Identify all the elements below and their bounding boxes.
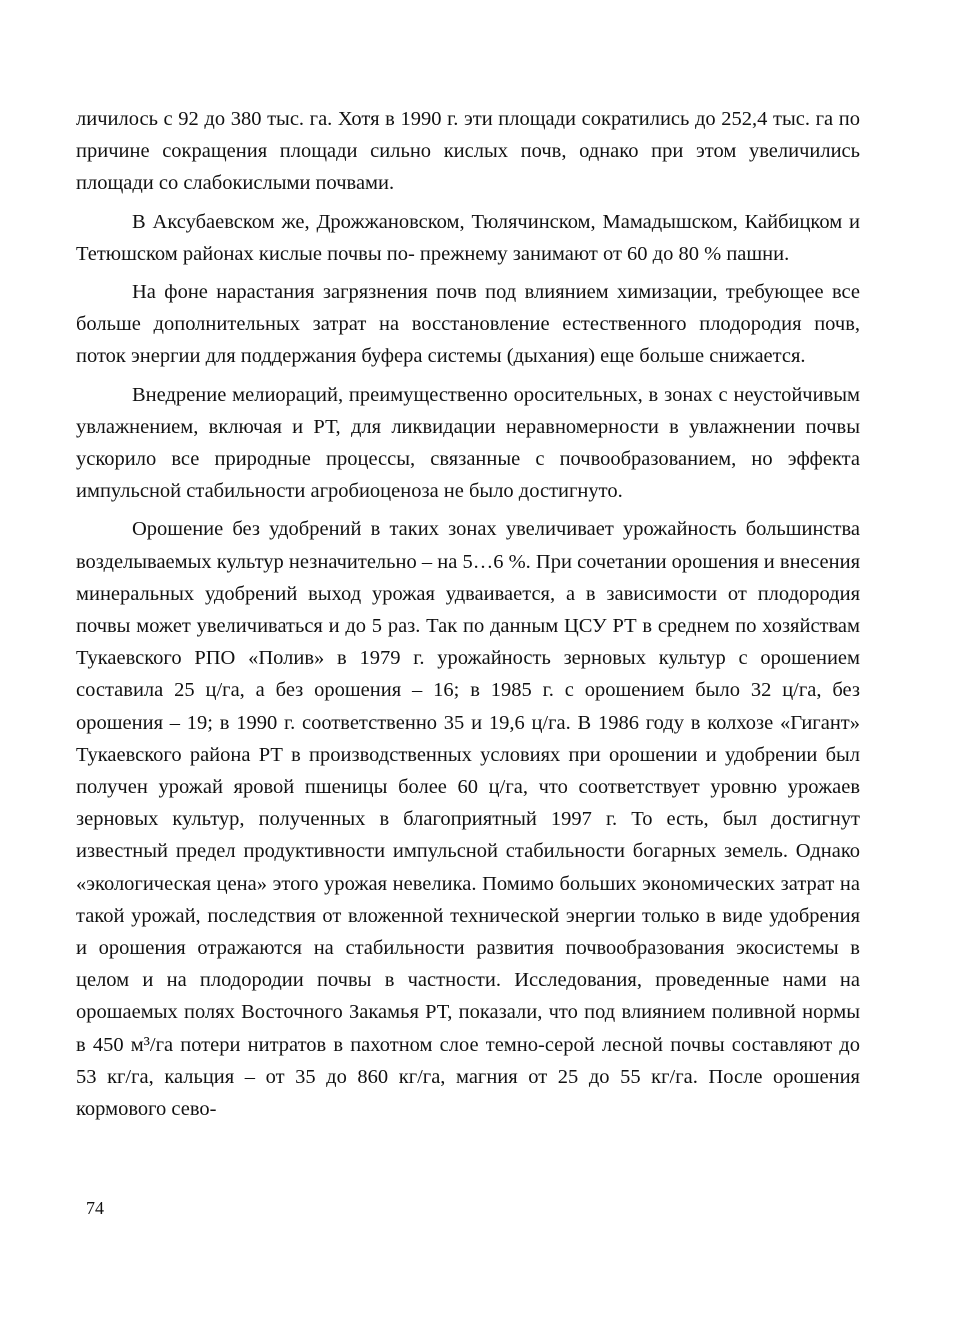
- paragraph-2: В Аксубаевском же, Дрожжановском, Тюлячинском, Мамадышском, Кайбицком и Тетюшском районах кислые почвы по- прежнему занимают от 60 до 80 % пашни.: [76, 210, 860, 265]
- paragraph-1: личилось с 92 до 380 тыс. га. Хотя в 1990 г. эти площади сократились до 252,4 тыс. га по причине сокращения площади сильно кислых почв, однако при этом увеличились площади со слабокислыми почвами.: [76, 108, 860, 195]
- page-number: 74: [86, 1198, 104, 1218]
- body-text: [76, 103, 860, 1131]
- paragraph-3: На фоне нарастания загрязнения почв под влиянием химизации, требующее все больше дополнительных затрат на восстановление естественного плодородия почв, поток энергии для поддержания буфера системы (дыхания) еще больше снижается.: [76, 281, 860, 368]
- paragraph-4: Внедрение мелиораций, преимущественно оросительных, в зонах с неустойчивым увлажнением, включая и РТ, для ликвидации неравномерности в увлажнении почвы ускорило все природные процессы, связанные с почвообразованием, но эффекта импульсной стабильности агробиоценоза не было достигнуто.: [76, 383, 860, 503]
- paragraph-5: Орошение без удобрений в таких зонах увеличивает урожайность большинства возделываемых культур незначительно – на 5…6 %. При сочетании орошения и внесения минеральных удобрений выход урожая удваивается, а в зависимости от плодородия почвы может увеличиваться и до 5 раз. Так по данным ЦСУ РТ в среднем по хозяйствам Тукаевского РПО «Полив» в 1979 г. урожайность зерновых культур с орошением составила 25 ц/га, а без орошения – 16; в 1985 г. с орошением было 32 ц/га, без орошения – 19; в 1990 г. соответственно 35 и 19,6 ц/га. В 1986 году в колхозе «Гигант» Тукаевского района РТ в производственных условиях при орошении и удобрении был получен урожай яровой пшеницы более 60 ц/га, что соответствует уровню урожаев зерновых культур, полученных в благоприятный 1997 г. То есть, был достигнут известный предел продуктивности импульсной стабильности богарных земель. Однако «экологическая цена» этого урожая невелика. Помимо больших экономических затрат на такой урожай, последствия от вложенной технической энергии только в виде удобрения и орошения отражаются на стабильности развития почвообразования экосистемы в целом и на плодородии почвы в частности. Исследования, проведенные нами на орошаемых полях Восточного Закамья РТ, показали, что под влиянием поливной нормы в 450 м³/га потери нитратов в пахотном слое темно-серой лесной почвы составляют до 53 кг/га, кальция – от 35 до 860 кг/га, магния от 25 до 55 кг/га. После орошения кормового сево-: [76, 518, 860, 1121]
